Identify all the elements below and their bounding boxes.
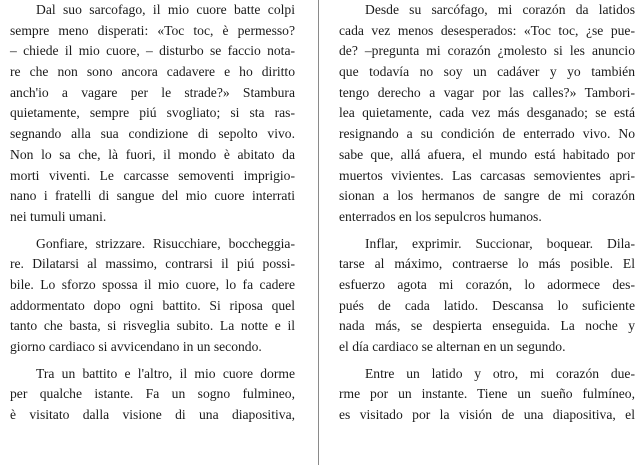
text-line: Tra un battito e l'altro, il mio cuore dorme bbox=[36, 365, 295, 381]
text-line: bile. Lo sforzo spossa il mio cuore, lo fa cadere bbox=[10, 276, 295, 292]
text-line: Gonfiare, strizzare. Risucchiare, boccheggia- bbox=[36, 235, 295, 251]
text-line: Desde su sarcófago, mi corazón da latidos bbox=[365, 2, 635, 17]
book-spine-divider bbox=[318, 0, 319, 465]
text-line: quietamente, sempre piú svogliato; si sta ras- bbox=[10, 105, 295, 121]
text-line: Entre un latido y otro, mi corazón due- bbox=[365, 365, 635, 381]
text-line: anch'io a vagare per le strade?» Stambura bbox=[10, 84, 295, 100]
text-line: resignando a su condición de enterrado vivo. No bbox=[339, 126, 635, 142]
text-line: re. Dilatarsi al massimo, contrarsi il piú possi- bbox=[10, 256, 295, 272]
text-line: es visitado por la visión de una diapositiva, el bbox=[339, 407, 635, 423]
text-line: nada más, se despierta enseguida. La noche y bbox=[339, 318, 635, 334]
text-line: è visitato dalla visione di una diapositiva, bbox=[10, 407, 295, 423]
text-line: esfuerzo agota mi corazón, lo adormece des- bbox=[339, 276, 635, 292]
text-line: morti viventi. Le carcasse semoventi imprigio- bbox=[10, 167, 295, 183]
text-line: tanto che basta, si risveglia subito. La notte e il bbox=[10, 318, 295, 334]
text-line: de? –pregunta mi corazón ¿molesto si les anuncio bbox=[339, 43, 635, 59]
text-line: enterrados en los sepulcros humanos. bbox=[339, 208, 542, 224]
text-line: re che non sono ancora cadavere e ho diritto bbox=[10, 64, 295, 80]
text-line: addormentato dopo ogni battito. Si riposa quel bbox=[10, 297, 295, 313]
text-line: sionan a los hermanos de sangre de mi corazón bbox=[339, 188, 635, 204]
text-line: muertos vivientes. Las carcasas semovientes apri- bbox=[339, 167, 635, 183]
text-line: sabe que, allá afuera, el mundo está habitado por bbox=[339, 146, 635, 162]
text-line: sempre meno disperati: «Toc toc, è permesso? bbox=[10, 22, 295, 38]
text-line: – chiede il mio cuore, – disturbo se faccio nota- bbox=[10, 43, 295, 59]
text-line: giorno cardiaco si avvicendano in un secondo. bbox=[10, 339, 262, 354]
text-line: rme por un instante. Tiene un sueño fulmíneo, bbox=[339, 386, 635, 402]
text-line: tarse al máximo, contraerse lo más posible. El bbox=[339, 256, 635, 272]
text-line: Dal suo sarcofago, il mio cuore batte colpi bbox=[36, 2, 295, 17]
right-page-spanish-text bbox=[339, 0, 635, 426]
text-line: nei tumuli umani. bbox=[10, 208, 107, 224]
text-line: pués de cada latido. Descansa lo suficiente bbox=[339, 297, 635, 313]
text-line: tengo derecho a vagar por las calles?» Tambori- bbox=[339, 84, 635, 100]
text-line: per qualche istante. Fa un sogno fulmineo, bbox=[10, 386, 295, 402]
text-line: lea quietamente, cada vez más desganado; se está bbox=[339, 105, 635, 121]
text-line: cada vez menos desesperados: «Toc toc, ¿se pue- bbox=[339, 22, 635, 38]
text-line: que todavía no soy un cadáver y yo también bbox=[339, 64, 635, 80]
text-line: el día cardiaco se alternan en un segundo. bbox=[339, 339, 566, 354]
text-line: nano i fratelli di sangue del mio cuore interrati bbox=[10, 188, 295, 204]
text-line: Inflar, exprimir. Succionar, boquear. Dila- bbox=[365, 235, 635, 251]
left-page-italian-text bbox=[10, 0, 295, 426]
text-line: segnando alla sua condizione di sepolto vivo. bbox=[10, 126, 295, 142]
text-line: Non lo sa che, là fuori, il mondo è abitato da bbox=[10, 146, 295, 162]
